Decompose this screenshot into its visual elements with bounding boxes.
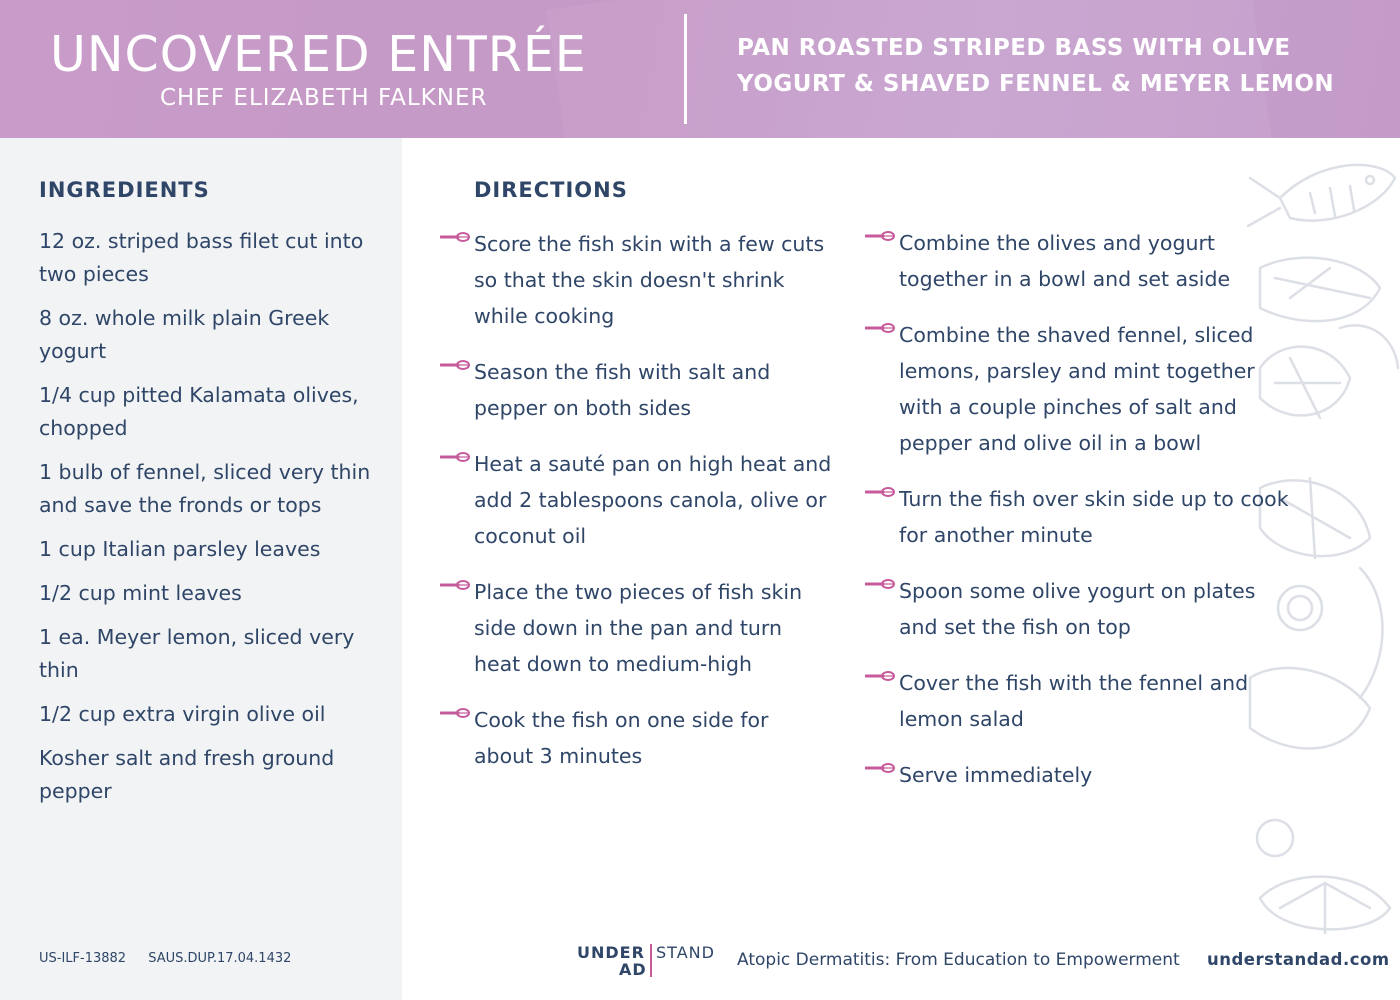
direction-step bbox=[899, 573, 1289, 645]
direction-step-text: Cook the fish on one side for about 3 minutes bbox=[474, 708, 769, 768]
header-banner bbox=[0, 0, 1400, 138]
ingredient-item: 1 ea. Meyer lemon, sliced very thin bbox=[39, 625, 355, 682]
page-title: UNCOVERED ENTRÉE bbox=[50, 26, 587, 83]
whisk-icon bbox=[865, 670, 895, 682]
ingredient-item: 1 cup Italian parsley leaves bbox=[39, 537, 321, 561]
ingredients-list bbox=[39, 225, 379, 819]
whisk-icon bbox=[865, 486, 895, 498]
whisk-icon bbox=[865, 230, 895, 242]
website-link[interactable]: understandad.com bbox=[1207, 950, 1390, 969]
logo-ad-text: AD bbox=[619, 960, 647, 979]
ingredients-heading: INGREDIENTS bbox=[39, 178, 210, 202]
direction-step bbox=[474, 446, 834, 554]
direction-step bbox=[474, 702, 834, 774]
direction-step-text: Combine the shaved fennel, sliced lemons, parsley and mint together with a couple pinches of salt and pepper and olive oil in a bowl bbox=[899, 323, 1255, 455]
whisk-icon bbox=[440, 451, 470, 463]
document-code: US-ILF-13882 bbox=[39, 951, 127, 966]
direction-step-text: Place the two pieces of fish skin side down in the pan and turn heat down to medium-high bbox=[474, 580, 803, 676]
direction-step-text: Turn the fish over skin side up to cook for another minute bbox=[899, 487, 1289, 547]
whisk-icon bbox=[440, 359, 470, 371]
direction-step-text: Serve immediately bbox=[899, 763, 1093, 787]
direction-step-text: Score the fish skin with a few cuts so that the skin doesn't shrink while cooking bbox=[474, 232, 825, 328]
whisk-icon bbox=[440, 707, 470, 719]
ingredient-item: 1/2 cup mint leaves bbox=[39, 581, 242, 605]
ingredient-item: 1 bulb of fennel, sliced very thin and save the fronds or tops bbox=[39, 460, 371, 517]
direction-step bbox=[899, 481, 1289, 553]
dish-title bbox=[737, 30, 1377, 102]
ingredient-item: 12 oz. striped bass filet cut into two pieces bbox=[39, 229, 364, 286]
direction-step bbox=[899, 317, 1289, 461]
logo-divider bbox=[650, 944, 652, 977]
direction-step bbox=[899, 757, 1289, 793]
logo-under-text: UNDER bbox=[577, 943, 645, 962]
chef-name: CHEF ELIZABETH FALKNER bbox=[160, 85, 488, 111]
footer-codes bbox=[39, 951, 291, 966]
direction-step-text: Combine the olives and yogurt together in a bowl and set aside bbox=[899, 231, 1231, 291]
dish-title-line-1: PAN ROASTED STRIPED BASS WITH OLIVE bbox=[737, 35, 1291, 61]
direction-step bbox=[899, 665, 1289, 737]
whisk-icon bbox=[865, 762, 895, 774]
document-code: SAUS.DUP.17.04.1432 bbox=[148, 951, 292, 966]
direction-step-text: Heat a sauté pan on high heat and add 2 tablespoons canola, olive or coconut oil bbox=[474, 452, 832, 548]
direction-step bbox=[474, 354, 834, 426]
direction-step bbox=[899, 225, 1289, 297]
whisk-icon bbox=[440, 579, 470, 591]
ingredient-item: 1/2 cup extra virgin olive oil bbox=[39, 702, 326, 726]
understand-ad-logo bbox=[577, 943, 722, 979]
dish-title-line-2: YOGURT & SHAVED FENNEL & MEYER LEMON bbox=[737, 71, 1335, 97]
whisk-icon bbox=[865, 322, 895, 334]
ingredient-item: 1/4 cup pitted Kalamata olives, chopped bbox=[39, 383, 359, 440]
whisk-icon bbox=[440, 231, 470, 243]
directions-column-left bbox=[474, 226, 834, 794]
directions-heading: DIRECTIONS bbox=[474, 178, 628, 202]
direction-step-text: Season the fish with salt and pepper on both sides bbox=[474, 360, 771, 420]
direction-step-text: Cover the fish with the fennel and lemon salad bbox=[899, 671, 1249, 731]
ingredient-item: Kosher salt and fresh ground pepper bbox=[39, 746, 335, 803]
direction-step bbox=[474, 574, 834, 682]
ingredient-item: 8 oz. whole milk plain Greek yogurt bbox=[39, 306, 330, 363]
directions-column-right bbox=[899, 225, 1289, 813]
direction-step bbox=[474, 226, 834, 334]
footer-tagline: Atopic Dermatitis: From Education to Empowerment bbox=[737, 950, 1180, 970]
logo-stand-text: STAND bbox=[656, 943, 715, 962]
whisk-icon bbox=[865, 578, 895, 590]
direction-step-text: Spoon some olive yogurt on plates and set the fish on top bbox=[899, 579, 1256, 639]
header-divider bbox=[684, 14, 687, 124]
